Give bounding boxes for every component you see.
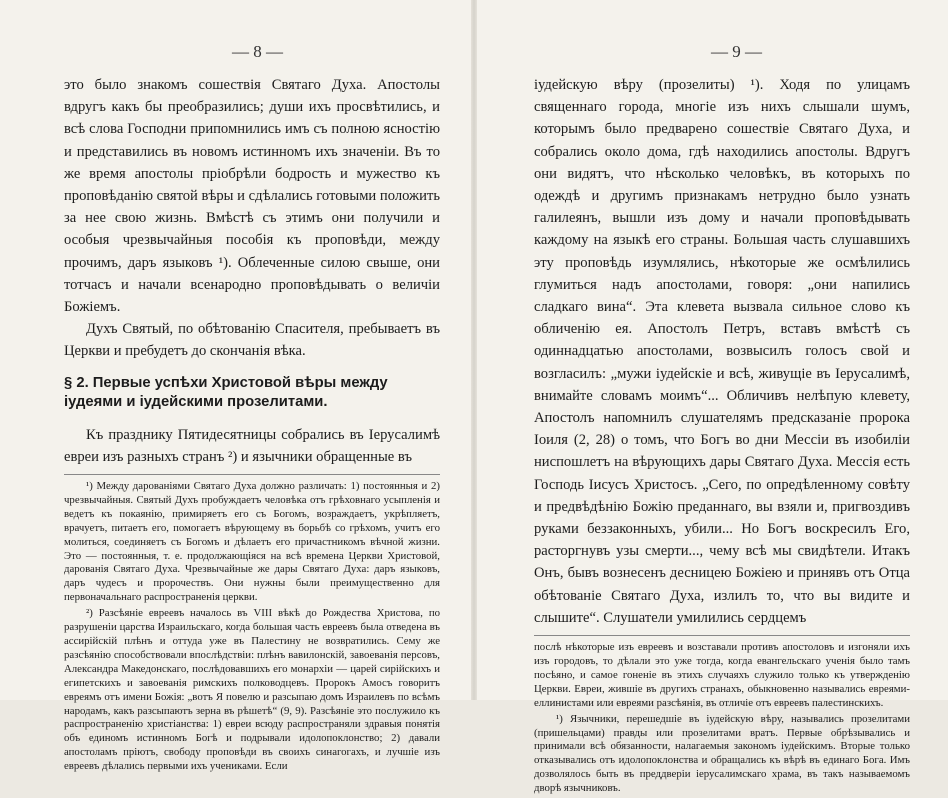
- footnote: ¹) Язычники, перешедшіе въ іудейскую вѣру, назывались прозелитами (пришельцами) правды или прозелитами вратъ. Первые обрѣзывались и принимали всѣ обязанности, налагаемыя закономъ іудейскимъ. Вторые только отказывались отъ идолопоклонства и обращались къ вѣрѣ въ единаго Бога. Имъ дозволялось быть въ преддверіи іерусалимскаго храма, въ такъ называемомъ дворѣ язычниковъ.: [534, 712, 910, 795]
- footnote: ²) Разсѣяніе евреевъ началось въ VIII вѣкѣ до Рождества Христова, по разрушеніи царства Израильскаго, когда большая часть евреевъ была отведена въ ассирійскій плѣнъ и оттуда уже въ Палестину не возвратились. Сему же разсѣянію способствовали впослѣдствіи: плѣнъ вавилонскій, завоеванія персовъ, Александра Македонскаго, послѣдовавшихъ его монархіи — царей сирійскихъ и египетскихъ и завоеванія римскихъ полководцевъ. Пророкъ Амосъ говоритъ евреямъ отъ имени Божія: „вотъ Я повелю и разсыпаю домъ Израилевъ по всѣмъ народамъ, какъ разсыпаютъ зерна въ рѣшетѣ“ (9, 9). Разсѣяніе это послужило къ распространенію христіанства: 1) евреи всюду распространяли здравыя понятія объ единомъ истинномъ Богѣ и подрывали идолопоклонство; 2) давали апостоламъ пріютъ, свободу проповѣди въ своихъ синагогахъ, и лучшіе изъ евреевъ дѣлались первыми ихъ учениками. Если: [64, 607, 440, 773]
- footnote-divider: [64, 474, 440, 475]
- body-paragraph: Духъ Святый, по обѣтованію Спасителя, пребываетъ въ Церкви и пребудетъ до скончанія вѣка.: [64, 321, 440, 360]
- page-number: — 9 —: [711, 42, 762, 61]
- body-paragraph: Къ празднику Пятидесятницы собрались въ Іерусалимѣ евреи изъ разныхъ странъ ²) и язычники обращенные въ: [64, 426, 440, 465]
- left-page: [0, 0, 474, 773]
- footnote-continuation: послѣ нѣкоторые изъ евреевъ и возставали противъ апостоловъ и изгоняли ихъ изъ городовъ, то дѣлали это уже тогда, когда евангельскаго ученія было тамъ посѣяно, и самое гоненіе въ этихъ случаяхъ служило только къ утвержденію Церкви. Евреи, жившіе въ другихъ странахъ, обыкновенно назывались евреями-еллинистами или евреями разсѣянія, въ отличіе отъ евреевъ палестинскихъ.: [534, 641, 910, 709]
- section-heading: § 2. Первые успѣхи Христовой вѣры между іудеями и іудейскими прозелитами.: [64, 374, 388, 410]
- footnote: ¹) Между дарованіями Святаго Духа должно различать: 1) постоянныя и 2) чрезвычайныя. Святый Духъ пробуждаетъ человѣка отъ грѣховнаго усыпленія и ведетъ къ покаянію, примиряетъ его съ Богомъ, возраждаетъ, укрѣпляетъ, врачуетъ, питаетъ его, помогаетъ вѣрующему въ борьбѣ со грѣхомъ, учитъ его молиться, соединяетъ съ Богомъ и дѣлаетъ его причастникомъ вѣчной жизни. Это — постоянныя, т. е. продолжающіяся на всѣ времена Церкви Христовой, дарованія Святаго Духа. Чрезвычайные же дары Святаго Духа: даръ языковъ, даръ чудесъ и пророчествъ. Они нужны были преимущественно для первоначальнаго распространенія церкви.: [64, 480, 440, 604]
- body-paragraph: іудейскую вѣру (прозелиты) ¹). Ходя по улицамъ священнаго города, многіе изъ нихъ слышали шумъ, которымъ было предварено сошествіе Святаго Духа, и собрались около дома, гдѣ находились апостолы. Вдругъ они видятъ, что нѣсколько человѣкъ, въ которыхъ по одеждѣ и другимъ признакамъ нетрудно было узнать галилеянъ, вышли изъ дому и начали проповѣдывать каждому на языкѣ его страны. Большая часть слушавшихъ эту проповѣдь изумлялись, нѣкоторые же осмѣлились глумиться надъ апостолами, говоря: „они напились сладкаго вина“. Эта клевета вызвала сильное слово къ обличенію ея. Апостолъ Петръ, вставъ вмѣстѣ съ одиннадцатью апостолами, возвысилъ голосъ свой и возгласилъ: „мужи іудейскіе и всѣ, живущіе въ Іерусалимѣ, внимайте словамъ моимъ“... Обличивъ нелѣпую клевету, Апостолъ напомнилъ слушателямъ предсказаніе пророка Іоиля (2, 28) о томъ, что Богъ во дни Мессіи въ изобиліи ниспошлетъ на вѣрующихъ дары Святаго Духа. Мессія есть Господь Іисусъ Христосъ. „Сего, по опредѣленному совѣту и предвѣдѣнію Божію преданнаго, вы взяли и, пригвоздивъ руками беззаконныхъ, убили... Но Богъ воскресилъ Его, расторгнувъ узы смерти..., чему всѣ мы свидѣтели. Итакъ Онъ, бывъ вознесенъ десницею Божіею и принявъ отъ Отца обѣтованіе Святаго Духа, излилъ то, что вы видите и слышите“. Слушатели умилились сердцемъ: [534, 77, 910, 626]
- body-paragraph: это было знакомъ сошествія Святаго Духа. Апостолы вдругъ какъ бы преобразились; души ихъ просвѣтились, и всѣ слова Господни припомнились имъ съ полною ясностію и представились въ новомъ истинномъ ихъ значеніи. Въ то же время апостолы пріобрѣли бодрость и мужество къ проповѣданію святой вѣры и сдѣлались готовыми положить за нее свою жизнь. Вмѣстѣ съ этимъ они получили и особыя чрезвычайныя пособія къ проповѣди, между прочимъ, даръ языковъ ¹). Облеченные силою свыше, они тотчасъ и начали всенародно проповѣдывать о величіи Божіемъ.: [64, 77, 440, 316]
- footnotes: [534, 641, 910, 796]
- left-page-body: [64, 74, 440, 776]
- right-page-body: [534, 74, 910, 798]
- footnote-divider: [534, 635, 910, 636]
- page-number: — 8 —: [232, 42, 283, 61]
- right-page: [474, 0, 948, 795]
- footnotes: [64, 480, 440, 774]
